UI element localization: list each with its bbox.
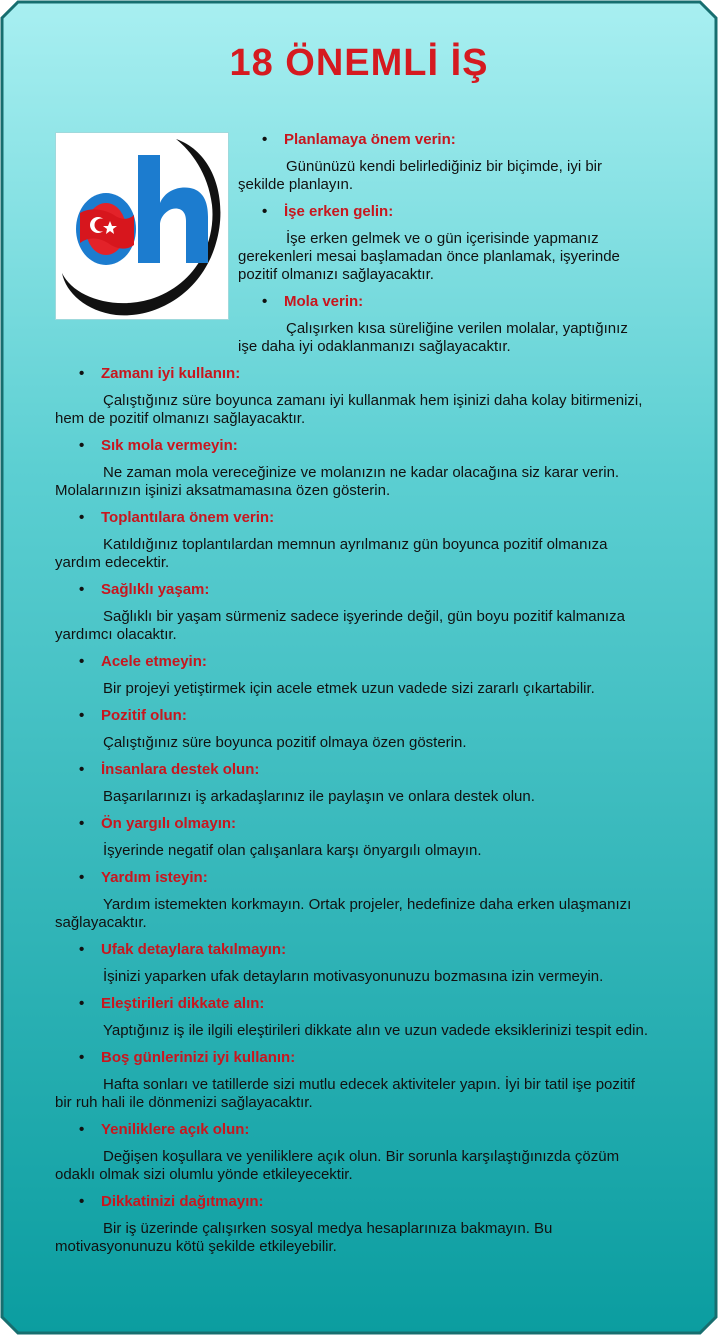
tip-text: Bir iş üzerinde çalışırken sosyal medya hesaplarınıza bakmayın. Bu motivasyonunuzu kötü şekilde etkileyebilir. xyxy=(55,1220,553,1255)
tip-text: Gününüzü kendi belirlediğiniz bir biçimde, iyi bir şekilde planlayın. xyxy=(238,158,602,193)
tip-item xyxy=(55,509,650,572)
tip-text: Çalışırken kısa süreliğine verilen molalar, yaptığınız işe daha iyi odaklanmanızı sağlayacaktır. xyxy=(238,320,628,355)
tip-text: Hafta sonları ve tatillerde sizi mutlu edecek aktiviteler yapın. İyi bir tatil işe pozitif bir ruh hali ile dönmenizi sağlayacaktır. xyxy=(55,1076,635,1111)
tips-beside-logo xyxy=(55,131,650,356)
tip-item xyxy=(55,995,650,1040)
tip-text: Yaptığınız iş ile ilgili eleştirileri dikkate alın ve uzun vadede eksiklerinizi tespit edin. xyxy=(103,1022,648,1039)
tip-item xyxy=(55,707,650,752)
tip-item xyxy=(55,1193,650,1256)
tip-item xyxy=(238,131,650,194)
tip-heading: • Dikkatinizi dağıtmayın: xyxy=(55,1193,650,1211)
tip-text: Sağlıklı bir yaşam sürmeniz sadece işyerinde değil, gün boyu pozitif kalmanıza yardımcı olacaktır. xyxy=(55,608,625,643)
tip-item xyxy=(55,365,650,428)
tip-text: İşyerinde negatif olan çalışanlara karşı önyargılı olmayın. xyxy=(103,842,482,859)
tip-heading: • Pozitif olun: xyxy=(55,707,650,725)
tip-text: Bir projeyi yetiştirmek için acele etmek uzun vadede sizi zararlı çıkartabilir. xyxy=(103,680,595,697)
tip-heading: • Toplantılara önem verin: xyxy=(55,509,650,527)
tip-heading: • Acele etmeyin: xyxy=(55,653,650,671)
tip-heading: • İnsanlara destek olun: xyxy=(55,761,650,779)
tips-list xyxy=(55,122,650,1256)
tip-item xyxy=(55,653,650,698)
tip-text: Ne zaman mola vereceğinize ve molanızın ne kadar olacağına siz karar verin. Molalarınızın işinizi aksatmamasına özen gösterin. xyxy=(55,464,620,499)
tip-text: Katıldığınız toplantılardan memnun ayrılmanız gün boyunca pozitif olmanıza yardım edecektir. xyxy=(55,536,608,571)
tip-heading: • Ufak detaylara takılmayın: xyxy=(55,941,650,959)
tip-item xyxy=(55,869,650,932)
tip-item xyxy=(55,437,650,500)
tip-heading: • Boş günlerinizi iyi kullanın: xyxy=(55,1049,650,1067)
tip-heading: • Sağlıklı yaşam: xyxy=(55,581,650,599)
page-title: 18 ÖNEMLİ İŞ xyxy=(229,42,489,84)
tip-text: Çalıştığınız süre boyunca zamanı iyi kullanmak hem işinizi daha kolay bitirmenizi, hem de pozitif olmanızı sağlayacaktır. xyxy=(55,392,643,427)
tip-text: Değişen koşullara ve yeniliklere açık olun. Bir sorunla karşılaştığınızda çözüm odaklı olmak sizi olumlu yönde etkileyecektir. xyxy=(55,1148,620,1183)
tip-heading: • Ön yargılı olmayın: xyxy=(55,815,650,833)
tip-text: İşinizi yaparken ufak detayların motivasyonunuzu bozmasına izin vermeyin. xyxy=(103,968,604,985)
tip-heading: • Yardım isteyin: xyxy=(55,869,650,887)
tip-heading: • Sık mola vermeyin: xyxy=(55,437,650,455)
tip-item xyxy=(238,293,650,356)
tip-item xyxy=(55,815,650,860)
tip-item xyxy=(55,761,650,806)
tip-heading: • Eleştirileri dikkate alın: xyxy=(55,995,650,1013)
tip-text: Başarılarınızı iş arkadaşlarınız ile paylaşın ve onlara destek olun. xyxy=(103,788,535,805)
tip-item xyxy=(55,581,650,644)
tip-item xyxy=(55,1049,650,1112)
tip-heading: • Mola verin: xyxy=(238,293,650,311)
tip-heading: • İşe erken gelin: xyxy=(238,203,650,221)
tip-item xyxy=(238,203,650,284)
tip-text: Yardım istemekten korkmayın. Ortak projeler, hedefinize daha erken ulaşmanızı sağlayacaktır. xyxy=(55,896,632,931)
tip-heading: • Planlamaya önem verin: xyxy=(238,131,650,149)
tip-heading: • Yeniliklere açık olun: xyxy=(55,1121,650,1139)
tip-item xyxy=(55,1121,650,1184)
tip-heading: • Zamanı iyi kullanın: xyxy=(55,365,650,383)
tip-text: İşe erken gelmek ve o gün içerisinde yapmanız gerekenleri mesai başlamadan önce planlamak, işyerinde pozitif olmanızı sağlayacaktır. xyxy=(238,230,620,283)
tip-text: Çalıştığınız süre boyunca pozitif olmaya özen gösterin. xyxy=(103,734,467,751)
tip-item xyxy=(55,941,650,986)
